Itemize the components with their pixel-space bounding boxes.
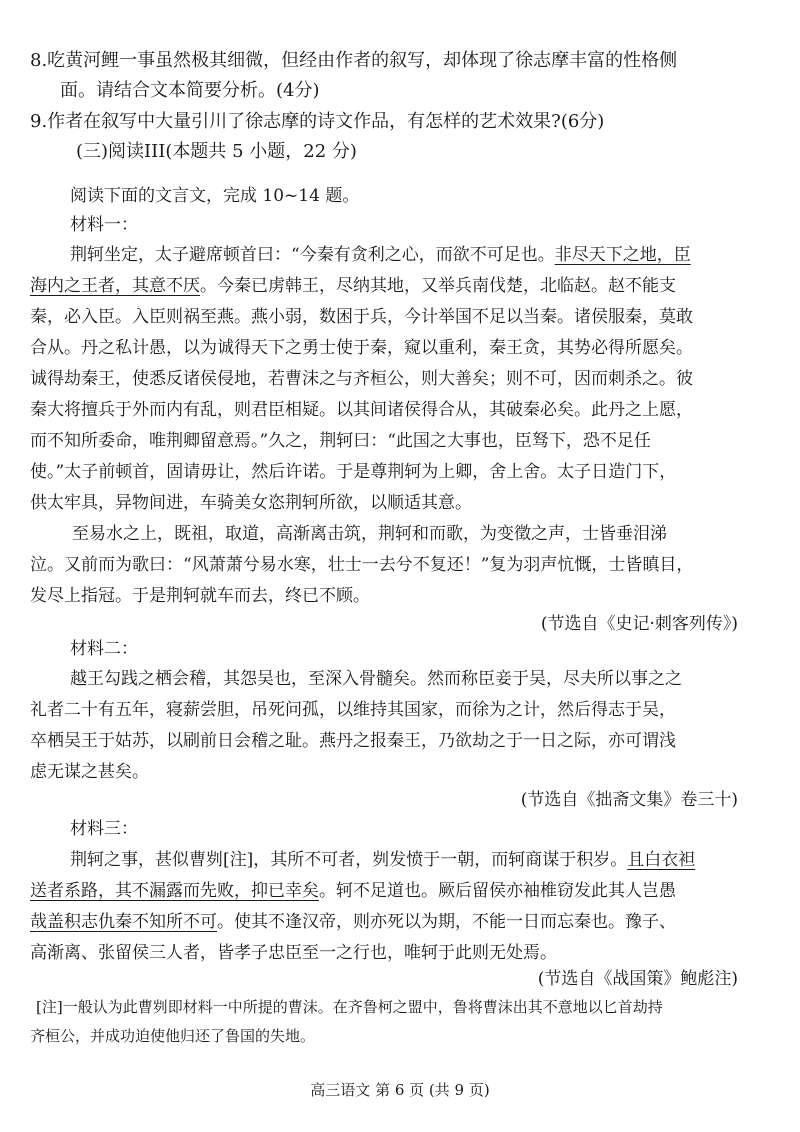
material-3-line: 哉盖积志仇秦不知所不可。使其不逢汉帝，则亦死以为期，不能一日而忘秦也。豫子、 [30,912,676,932]
underlined-sentence: 送者系路，其不漏露而先败，抑已幸矣 [30,881,319,901]
question-8-line-1: 8.吃黄河鲤一事虽然极其细微，但经由作者的叙写，却体现了徐志摩丰富的性格侧 [30,50,678,71]
underlined-sentence: 海内之王者，其意不厌 [30,276,200,296]
material-1-line: 秦大将擅兵于外而内有乱，则君臣相疑。以其间诸侯得合从，其破秦必矣。此丹之上愿， [30,400,693,420]
section-title: (三)阅读III(本题共 5 小题，22 分) [76,141,357,162]
material-1-label: 材料一： [70,215,138,235]
material-1-line: 海内之王者，其意不厌。今秦已虏韩王，尽纳其地，又举兵南伐楚，北临赵。赵不能支 [30,276,676,296]
material-1-line: 泣。又前而为歌曰：“风萧萧兮易水寒，壮士一去兮不复还！”复为羽声忼慨，士皆瞋目， [30,555,694,575]
material-3-source: (节选自《战国策》鲍彪注) [537,969,738,989]
page-footer: 高三语文 第 6 页 (共 9 页) [310,1081,490,1099]
material-1-line: 至易水之上，既祖，取道，高渐离击筑，荆轲和而歌，为变徵之声，士皆垂泪涕 [72,524,667,544]
question-9: 9.作者在叙写中大量引川了徐志摩的诗文作品，有怎样的艺术效果?(6分) [30,111,605,132]
material-2-label: 材料二： [70,639,138,659]
material-1-line: 使。”太子前顿首，固请毋让，然后许诺。于是尊荆轲为上卿，舍上舍。太子日造门下， [30,462,677,482]
material-1-line: 诚得劫秦王，使悉反诸侯侵地，若曹沫之与齐桓公，则大善矣；则不可，因而刺杀之。彼 [30,369,693,389]
reading-intro: 阅读下面的文言文，完成 10~14 题。 [70,186,360,206]
material-1-line: 发尽上指冠。于是荆轲就车而去，终已不顾。 [30,586,370,606]
question-8-line-2: 面。请结合文本简要分析。(4分) [60,80,320,101]
material-2-source: (节选自《拙斋文集》卷三十) [520,790,738,810]
underlined-sentence: 且白衣袒 [627,850,696,870]
material-2-line: 越王勾践之栖会稽，其怨吴也，至深入骨髓矣。然而称臣妾于吴，尽夫所以事之之 [70,669,682,689]
material-1-line: 合从。丹之私计愚，以为诚得天下之勇士使于秦，窥以重利，秦王贪，其势必得所愿矣。 [30,338,693,358]
material-3-line: 送者系路，其不漏露而先败，抑已幸矣。轲不足道也。厥后留侯亦袖椎窃发此其人岂愚 [30,881,676,901]
footnote-line: 齐桓公，并成功迫使他归还了鲁国的失地。 [30,1027,316,1045]
material-1-line: 秦，必入臣。入臣则祸至燕。燕小弱，数困于兵，今计举国不足以当秦。诸侯服秦，莫敢 [30,307,693,327]
underlined-sentence: 非尽天下之地，臣 [554,245,691,265]
material-2-line: 虑无谋之甚矣。 [30,762,149,782]
material-2-line: 礼者二十有五年，寝薪尝胆，吊死问孤，以维持其国家，而徐为之计，然后得志于吴， [30,700,676,720]
material-2-line: 卒栖吴王于姑苏，以刷前日会稽之耻。燕丹之报秦王，乃欲劫之于一日之际，亦可谓浅 [30,731,676,751]
material-1-source: (节选自《史记·刺客列传》) [540,614,738,634]
material-3-label: 材料三： [70,819,138,839]
material-3-line: 高渐离、张留侯三人者，皆孝子忠臣至一之行也，唯轲于此则无处焉。 [30,943,557,963]
footnote-line: [注]一般认为此曹刿即材料一中所提的曹沫。在齐鲁柯之盟中，鲁将曹沫出其不意地以匕首劫持 [36,998,663,1016]
underlined-sentence: 哉盖积志仇秦不知所不可 [30,912,217,932]
material-1-line: 荆轲坐定，太子避席顿首曰：“今秦有贪利之心，而欲不可足也。非尽天下之地，臣 [70,245,691,265]
material-1-line: 供太牢具，异物间进，车骑美女恣荆轲所欲，以顺适其意。 [30,493,472,513]
material-1-line: 而不知所委命，唯荆卿留意焉。”久之，荆轲曰：“此国之大事也，臣驽下，恐不足任 [30,431,651,451]
material-3-line: 荆轲之事，甚似曹刿[注]，其所不可者，刿发愤于一朝，而轲商谋于积岁。且白衣袒 [70,850,696,870]
